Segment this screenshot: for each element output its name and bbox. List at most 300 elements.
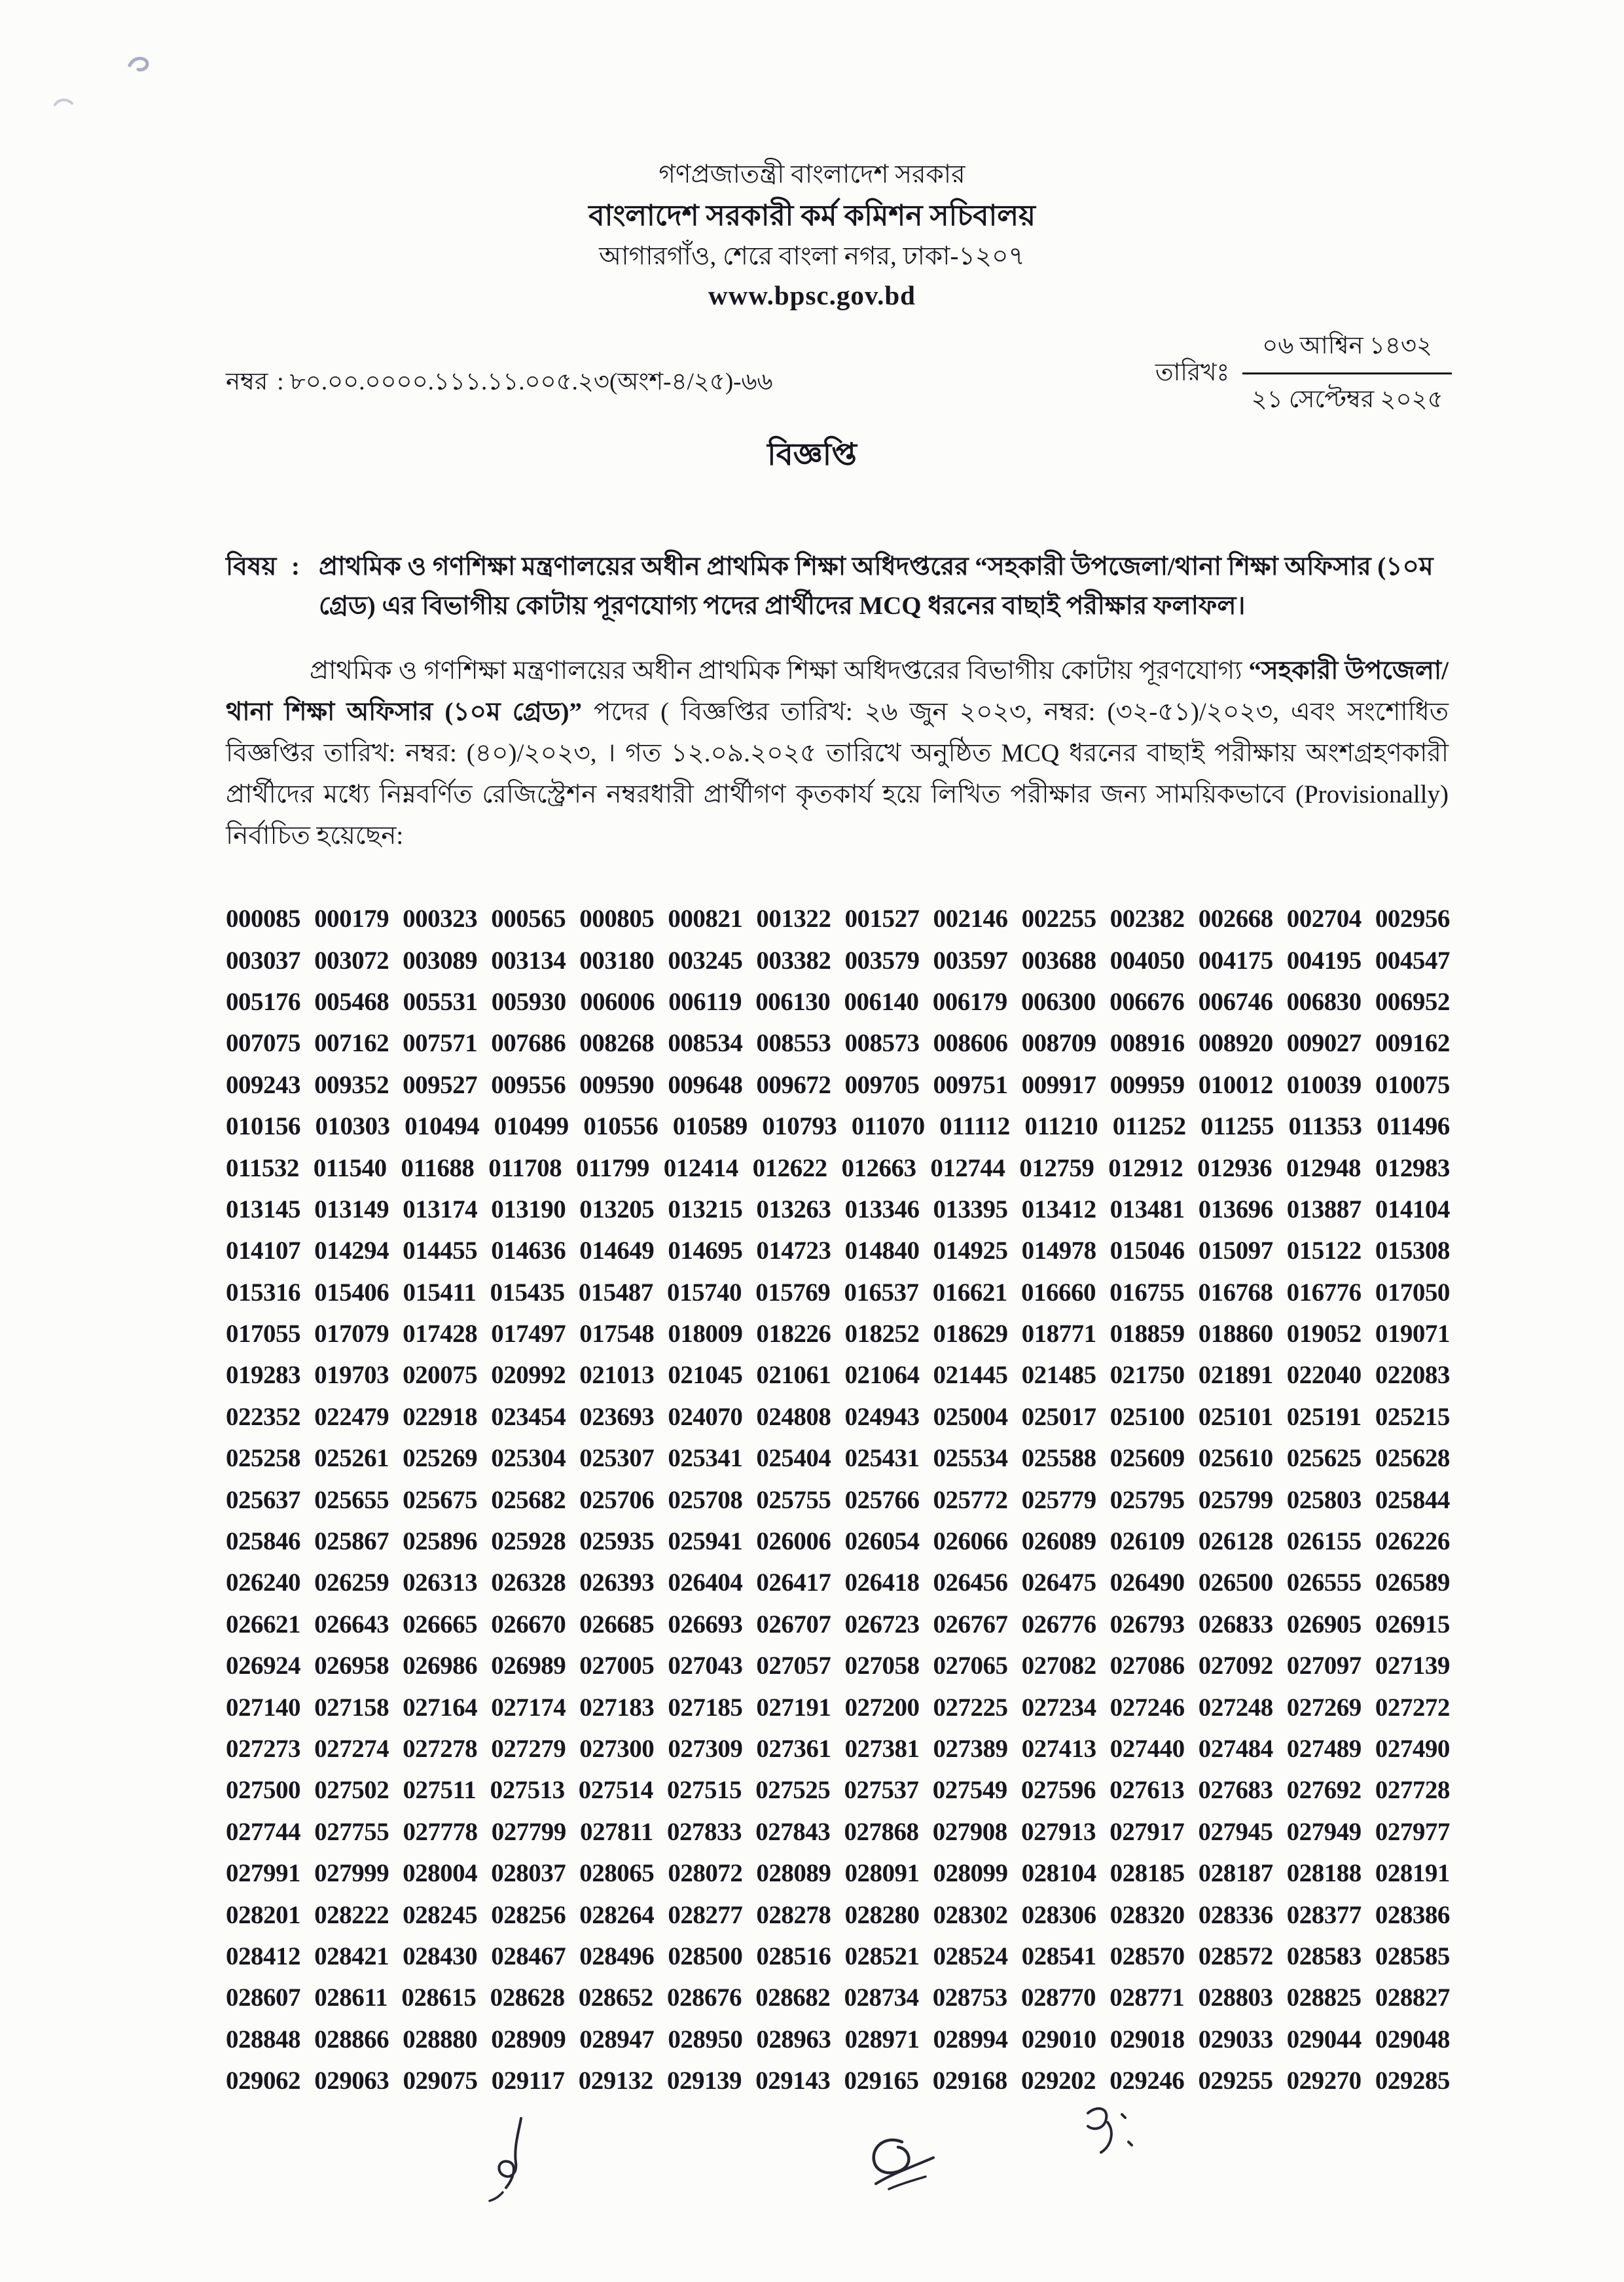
registration-number: 006130 [755, 987, 831, 1016]
registration-number: 013395 [933, 1195, 1008, 1223]
registration-number: 009959 [1110, 1070, 1185, 1099]
registration-number: 016768 [1198, 1278, 1273, 1307]
registration-number: 026054 [844, 1527, 920, 1556]
registration-number: 012759 [1019, 1153, 1094, 1182]
registration-number: 027065 [933, 1652, 1008, 1680]
registration-number: 029132 [578, 2067, 653, 2095]
registration-number: 006746 [1198, 987, 1273, 1016]
registration-number: 026006 [756, 1527, 831, 1556]
registration-number: 014107 [226, 1237, 300, 1265]
registration-number: 000805 [579, 905, 655, 933]
registration-number: 021061 [756, 1361, 831, 1390]
registration-number: 025304 [491, 1444, 566, 1473]
registration-number: 027097 [1286, 1652, 1362, 1680]
registration-number: 027246 [1110, 1693, 1185, 1722]
registration-number: 028521 [844, 1942, 920, 1970]
registration-number: 027200 [844, 1693, 920, 1722]
registration-number: 013412 [1021, 1195, 1096, 1223]
registration-number: 009556 [491, 1070, 566, 1099]
registration-number: 028500 [668, 1942, 743, 1970]
registration-number: 027945 [1198, 1817, 1273, 1846]
registration-number: 009527 [403, 1070, 478, 1099]
letterhead [0, 154, 1624, 314]
registration-number: 021485 [1021, 1361, 1096, 1390]
registration-number: 025708 [668, 1485, 743, 1514]
registration-number: 015308 [1375, 1237, 1450, 1265]
bengali-calendar-date: ০৬ আশ্বিন ১৪৩২ [1242, 326, 1452, 374]
registration-number: 029270 [1286, 2067, 1362, 2095]
registration-number: 028072 [668, 1859, 743, 1888]
registration-number: 013215 [668, 1195, 743, 1223]
signature-mark [861, 2134, 950, 2200]
registration-number: 026475 [1021, 1568, 1096, 1597]
registration-number: 009352 [314, 1070, 389, 1099]
registration-number-row [226, 1106, 1450, 1147]
registration-number: 026723 [844, 1610, 920, 1639]
registration-number: 026500 [1198, 1568, 1273, 1597]
registration-number: 029062 [226, 2067, 300, 2095]
registration-number-row [226, 2019, 1450, 2060]
registration-number: 027191 [756, 1693, 831, 1722]
registration-number: 028516 [756, 1942, 831, 1970]
registration-number: 015769 [755, 1278, 831, 1307]
memo-number-label: নম্বর [226, 369, 268, 395]
registration-number: 023454 [491, 1402, 566, 1431]
registration-number: 025675 [403, 1485, 478, 1514]
ink-mark [51, 90, 77, 117]
registration-number: 027058 [844, 1652, 920, 1680]
registration-number: 026989 [491, 1652, 566, 1680]
registration-number-grid [226, 898, 1450, 2101]
registration-number: 010499 [494, 1112, 569, 1141]
registration-number: 010556 [583, 1112, 659, 1141]
registration-number: 025534 [933, 1444, 1008, 1473]
registration-number: 025799 [1198, 1485, 1273, 1514]
registration-number: 011799 [576, 1153, 649, 1182]
registration-number: 006830 [1286, 987, 1362, 1016]
registration-number: 026905 [1286, 1610, 1362, 1639]
registration-number: 009027 [1286, 1029, 1362, 1058]
registration-number: 022352 [226, 1402, 300, 1431]
registration-number: 028524 [933, 1942, 1008, 1970]
signature-mark [479, 2114, 554, 2206]
registration-number: 027248 [1198, 1693, 1273, 1722]
registration-number: 027843 [755, 1817, 831, 1846]
registration-number: 013145 [226, 1195, 300, 1223]
registration-number: 003180 [579, 946, 655, 975]
registration-number: 012948 [1286, 1153, 1361, 1182]
registration-number: 003579 [844, 946, 920, 975]
registration-number: 003072 [314, 946, 389, 975]
registration-number: 027868 [844, 1817, 919, 1846]
registration-number: 028541 [1021, 1942, 1096, 1970]
registration-number: 026155 [1286, 1527, 1362, 1556]
registration-number: 013346 [844, 1195, 920, 1223]
registration-number: 005176 [226, 987, 300, 1016]
registration-number: 028947 [579, 2025, 655, 2054]
registration-number: 025682 [491, 1485, 566, 1514]
registration-number: 027279 [491, 1735, 566, 1763]
gregorian-date: ২১ সেপ্টেম্বর ২০২৫ [1251, 386, 1443, 413]
registration-number: 028682 [755, 1983, 831, 2012]
registration-number: 011210 [1024, 1112, 1098, 1141]
registration-number: 011252 [1112, 1112, 1186, 1141]
registration-number: 000179 [314, 905, 389, 933]
registration-number: 025625 [1286, 1444, 1362, 1473]
registration-number: 009648 [668, 1070, 743, 1099]
registration-number: 008709 [1021, 1029, 1096, 1058]
registration-number: 028753 [932, 1983, 1007, 2012]
registration-number: 027514 [578, 1776, 653, 1805]
registration-number: 009590 [579, 1070, 655, 1099]
registration-number: 029117 [491, 2067, 565, 2095]
registration-number-row [226, 981, 1450, 1023]
registration-number: 011540 [313, 1153, 387, 1182]
registration-number: 007075 [226, 1029, 300, 1058]
registration-number-row [226, 1313, 1450, 1354]
registration-number: 028628 [490, 1983, 565, 2012]
registration-number: 003037 [226, 946, 300, 975]
body-text-segment: প্রাথমিক ও গণশিক্ষা মন্ত্রণালয়ের অধীন প্রাথমিক শিক্ষা অধিদপ্তরের বিভাগীয় কোটায় পূরণযোগ্য [310, 657, 1249, 685]
registration-number-row [226, 1853, 1450, 1894]
registration-number: 017497 [491, 1320, 566, 1349]
registration-number: 027300 [579, 1735, 655, 1763]
registration-number: 028065 [579, 1859, 655, 1888]
registration-number: 028099 [933, 1859, 1008, 1888]
registration-number: 006140 [844, 987, 919, 1016]
registration-number: 026066 [933, 1527, 1008, 1556]
registration-number: 009917 [1021, 1070, 1096, 1099]
registration-number: 027683 [1198, 1776, 1273, 1805]
registration-number: 011255 [1200, 1112, 1274, 1141]
registration-number: 015435 [490, 1278, 565, 1307]
registration-number: 026670 [491, 1610, 566, 1639]
registration-number: 028848 [226, 2025, 300, 2054]
registration-number: 017050 [1375, 1278, 1450, 1307]
registration-number: 028201 [226, 1900, 300, 1929]
registration-number: 026767 [933, 1610, 1008, 1639]
registration-number: 027183 [579, 1693, 655, 1722]
registration-number: 015316 [226, 1278, 300, 1307]
registration-number: 029168 [932, 2067, 1007, 2095]
registration-number: 026621 [226, 1610, 300, 1639]
signature-mark [1067, 2101, 1149, 2170]
registration-number: 026643 [314, 1610, 389, 1639]
registration-number: 028611 [314, 1983, 388, 2012]
registration-number-row [226, 1479, 1450, 1520]
registration-number: 027164 [403, 1693, 478, 1722]
registration-number: 025101 [1198, 1402, 1273, 1431]
registration-number: 028909 [491, 2025, 566, 2054]
registration-number: 009162 [1375, 1029, 1450, 1058]
registration-number: 028652 [578, 1983, 653, 2012]
registration-number: 028185 [1110, 1859, 1185, 1888]
registration-number: 025269 [403, 1444, 478, 1473]
registration-number: 014840 [844, 1237, 920, 1265]
registration-number: 011532 [226, 1153, 299, 1182]
registration-number: 018226 [756, 1320, 831, 1349]
registration-number: 025655 [314, 1485, 389, 1514]
registration-number: 019703 [314, 1361, 389, 1390]
registration-number: 014294 [314, 1237, 389, 1265]
registration-number: 026986 [403, 1652, 478, 1680]
organization-name: বাংলাদেশ সরকারী কর্ম কমিশন সচিবালয় [588, 200, 1036, 232]
registration-number: 028336 [1198, 1900, 1273, 1929]
registration-number: 026924 [226, 1652, 300, 1680]
registration-number: 027381 [844, 1735, 920, 1763]
organization-address: আগারগাঁও, শেরে বাংলা নগর, ঢাকা-১২০৭ [599, 242, 1025, 270]
registration-number: 010039 [1286, 1070, 1362, 1099]
registration-number: 003245 [668, 946, 743, 975]
registration-number: 028091 [844, 1859, 920, 1888]
registration-number: 007686 [491, 1029, 566, 1058]
registration-number-row [226, 898, 1450, 939]
registration-number: 028825 [1286, 1983, 1362, 2012]
registration-number: 027513 [490, 1776, 565, 1805]
registration-number: 027082 [1021, 1652, 1096, 1680]
registration-number-row [226, 1521, 1450, 1562]
registration-number: 017428 [403, 1320, 478, 1349]
registration-number: 027596 [1020, 1776, 1096, 1805]
registration-number: 006676 [1110, 987, 1185, 1016]
subject-line [226, 547, 1451, 626]
registration-number: 029048 [1375, 2025, 1450, 2054]
registration-number: 009672 [756, 1070, 831, 1099]
registration-number: 026417 [756, 1568, 831, 1597]
registration-number: 028994 [933, 2025, 1008, 2054]
registration-number-row [226, 1894, 1450, 1935]
registration-number: 010793 [762, 1112, 837, 1141]
ink-mark [123, 51, 154, 82]
registration-number: 029044 [1286, 2025, 1362, 2054]
registration-number: 028734 [844, 1983, 919, 2012]
registration-number: 025846 [226, 1527, 300, 1556]
registration-number: 027225 [933, 1693, 1008, 1722]
registration-number: 028572 [1198, 1942, 1273, 1970]
registration-number: 006952 [1375, 987, 1450, 1016]
registration-number: 018771 [1021, 1320, 1096, 1349]
registration-number-row [226, 1189, 1450, 1230]
registration-number: 028302 [933, 1900, 1008, 1929]
registration-number: 026915 [1375, 1610, 1450, 1639]
registration-number: 027977 [1375, 1817, 1450, 1846]
registration-number: 025191 [1286, 1402, 1362, 1431]
registration-number: 019071 [1375, 1320, 1450, 1349]
registration-number: 026707 [756, 1610, 831, 1639]
registration-number: 023693 [579, 1402, 655, 1431]
registration-number: 016621 [932, 1278, 1007, 1307]
registration-number: 008553 [756, 1029, 831, 1058]
registration-number: 027811 [579, 1817, 653, 1846]
registration-number: 008920 [1198, 1029, 1273, 1058]
registration-number: 027744 [226, 1817, 300, 1846]
registration-number: 010012 [1198, 1070, 1273, 1099]
registration-number: 013149 [314, 1195, 389, 1223]
registration-number: 011353 [1288, 1112, 1362, 1141]
registration-number: 018859 [1110, 1320, 1185, 1349]
registration-number: 017055 [226, 1320, 300, 1349]
registration-number: 026089 [1021, 1527, 1096, 1556]
registration-number: 028104 [1021, 1859, 1096, 1888]
registration-number: 000085 [226, 905, 300, 933]
registration-number: 028827 [1375, 1983, 1450, 2012]
registration-number: 027500 [226, 1776, 300, 1805]
registration-number: 009751 [933, 1070, 1008, 1099]
registration-number: 026226 [1375, 1527, 1450, 1556]
date-label: তারিখঃ [1155, 359, 1230, 386]
registration-number: 028963 [756, 2025, 831, 2054]
registration-number: 021750 [1110, 1361, 1185, 1390]
registration-number-row [226, 939, 1450, 981]
registration-number: 027537 [844, 1776, 919, 1805]
registration-number: 002956 [1375, 905, 1450, 933]
registration-number-row [226, 1728, 1450, 1769]
registration-number: 008916 [1110, 1029, 1185, 1058]
registration-number: 027755 [314, 1817, 389, 1846]
registration-number: 025431 [844, 1444, 920, 1473]
registration-number: 002382 [1110, 905, 1185, 933]
registration-number: 015406 [314, 1278, 389, 1307]
registration-number: 018860 [1198, 1320, 1273, 1349]
registration-number: 025404 [756, 1444, 831, 1473]
registration-number: 027272 [1375, 1693, 1450, 1722]
registration-number: 026109 [1110, 1527, 1185, 1556]
registration-number: 028264 [579, 1900, 655, 1929]
registration-number: 015046 [1110, 1237, 1185, 1265]
registration-number: 013190 [491, 1195, 566, 1223]
registration-number: 009705 [844, 1070, 920, 1099]
registration-number: 027778 [403, 1817, 478, 1846]
registration-number: 028771 [1110, 1983, 1185, 2012]
registration-number-row [226, 1936, 1450, 1977]
registration-number: 027309 [668, 1735, 743, 1763]
registration-number: 026555 [1286, 1568, 1362, 1597]
registration-number: 025867 [314, 1527, 389, 1556]
registration-number: 012414 [663, 1153, 738, 1182]
registration-number: 014649 [579, 1237, 655, 1265]
registration-number: 008606 [933, 1029, 1008, 1058]
registration-number: 007162 [314, 1029, 389, 1058]
registration-number: 028280 [844, 1900, 920, 1929]
registration-number: 027728 [1375, 1776, 1450, 1805]
registration-number: 005531 [403, 987, 478, 1016]
registration-number: 027991 [226, 1859, 300, 1888]
registration-number: 028421 [314, 1942, 389, 1970]
registration-number: 027174 [491, 1693, 566, 1722]
registration-number: 015487 [578, 1278, 653, 1307]
registration-number: 027917 [1110, 1817, 1185, 1846]
registration-number: 028037 [491, 1859, 566, 1888]
registration-number: 026589 [1375, 1568, 1450, 1597]
registration-number: 026456 [933, 1568, 1008, 1597]
registration-number: 014978 [1021, 1237, 1096, 1265]
registration-number: 027511 [403, 1776, 477, 1805]
registration-number: 029010 [1021, 2025, 1096, 2054]
registration-number: 025795 [1110, 1485, 1185, 1514]
registration-number: 018009 [668, 1320, 743, 1349]
registration-number: 027274 [314, 1735, 389, 1763]
registration-number: 013174 [403, 1195, 478, 1223]
registration-number: 029255 [1198, 2067, 1273, 2095]
registration-number: 002668 [1198, 905, 1273, 933]
registration-number-row [226, 1272, 1450, 1313]
registration-number: 028615 [401, 1983, 477, 2012]
registration-number: 013263 [756, 1195, 831, 1223]
registration-number: 027158 [314, 1693, 389, 1722]
registration-number: 027549 [932, 1776, 1007, 1805]
registration-number: 027913 [1020, 1817, 1096, 1846]
registration-number: 010494 [405, 1112, 480, 1141]
registration-number: 001322 [756, 905, 831, 933]
registration-number: 028245 [403, 1900, 478, 1929]
registration-number: 025935 [579, 1527, 655, 1556]
registration-number: 029075 [403, 2067, 478, 2095]
registration-number: 002704 [1286, 905, 1362, 933]
registration-number: 026328 [491, 1568, 566, 1597]
registration-number: 016776 [1286, 1278, 1362, 1307]
registration-number: 005468 [314, 987, 389, 1016]
registration-number: 021064 [844, 1361, 920, 1390]
registration-number: 014925 [933, 1237, 1008, 1265]
registration-number: 027273 [226, 1735, 300, 1763]
registration-number: 012912 [1108, 1153, 1183, 1182]
body-paragraph [226, 650, 1449, 856]
registration-number: 028277 [668, 1900, 743, 1929]
registration-number: 028188 [1286, 1859, 1362, 1888]
registration-number: 026404 [668, 1568, 743, 1597]
registration-number: 026128 [1198, 1527, 1273, 1556]
registration-number: 025628 [1375, 1444, 1450, 1473]
registration-number: 003134 [491, 946, 566, 975]
registration-number: 025896 [403, 1527, 478, 1556]
registration-number: 000323 [403, 905, 478, 933]
registration-number: 019283 [226, 1361, 300, 1390]
registration-number: 029143 [755, 2067, 831, 2095]
registration-number: 021013 [579, 1361, 655, 1390]
registration-number: 027234 [1021, 1693, 1096, 1722]
registration-number: 028430 [403, 1942, 478, 1970]
registration-number: 006179 [932, 987, 1007, 1016]
registration-number: 028676 [667, 1983, 742, 2012]
registration-number: 027692 [1286, 1776, 1362, 1805]
registration-number: 027999 [314, 1859, 389, 1888]
subject-colon: : [291, 552, 300, 581]
registration-number: 013696 [1198, 1195, 1273, 1223]
registration-number: 025803 [1286, 1485, 1362, 1514]
registration-number: 028386 [1375, 1900, 1450, 1929]
registration-number: 002255 [1021, 905, 1096, 933]
registration-number: 028496 [579, 1942, 655, 1970]
registration-number: 008573 [844, 1029, 920, 1058]
registration-number: 029165 [844, 2067, 919, 2095]
registration-number: 012622 [752, 1153, 827, 1182]
registration-number: 027515 [667, 1776, 742, 1805]
registration-number: 027502 [314, 1776, 389, 1805]
subject-label: বিষয় [226, 552, 277, 581]
registration-number-row [226, 1354, 1450, 1396]
registration-number-row [226, 1438, 1450, 1479]
registration-number: 013205 [579, 1195, 655, 1223]
registration-number: 016660 [1020, 1278, 1096, 1307]
registration-number: 027185 [668, 1693, 743, 1722]
registration-number: 026259 [314, 1568, 389, 1597]
registration-number: 026240 [226, 1568, 300, 1597]
registration-number: 028278 [756, 1900, 831, 1929]
registration-number-row [226, 1396, 1450, 1438]
registration-number: 003382 [756, 946, 831, 975]
registration-number: 029285 [1375, 2067, 1450, 2095]
registration-number: 004195 [1286, 946, 1362, 975]
